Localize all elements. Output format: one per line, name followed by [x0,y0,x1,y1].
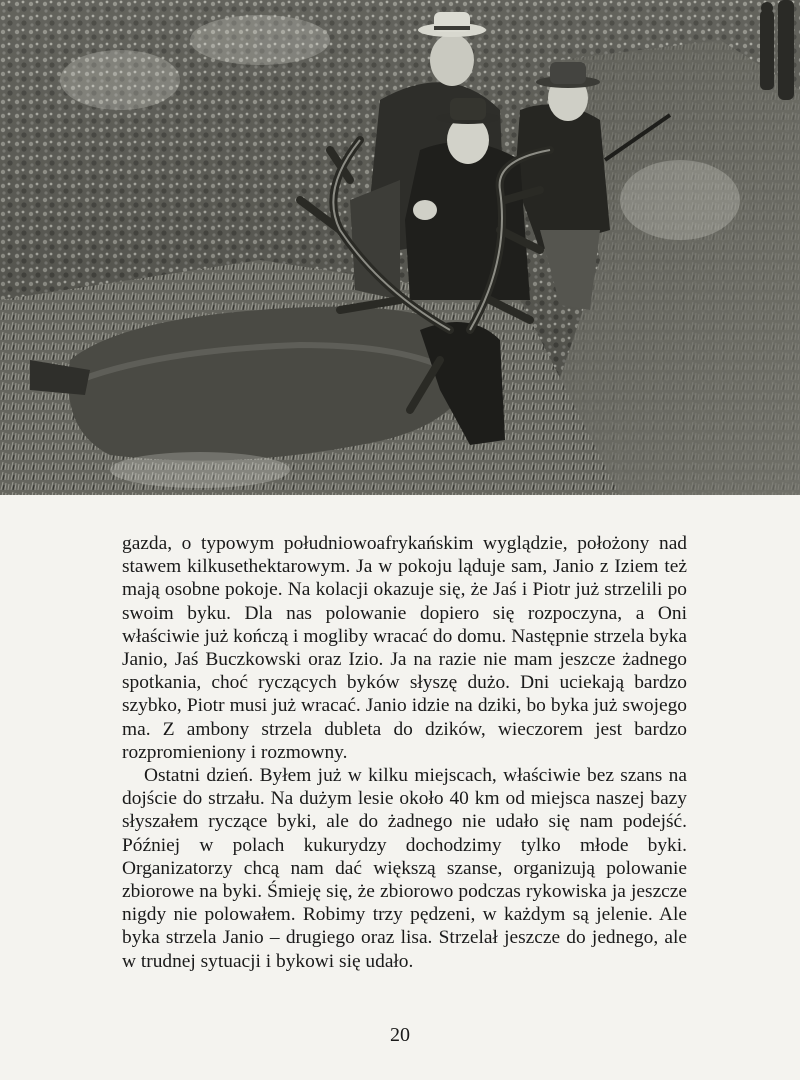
paragraph-1: gazda, o typowym południowoafrykańskim wyglądzie, położony nad stawem kilkusethektarowym. Ja w pokoju ląduje sam, Janio z Iziem też mają osobne pokoje. Na kolacji okazuje się, że Jaś i Piotr już strzelili po swoim byku. Dla nas polowanie dopiero się rozpoczyna, a Oni właściwie już kończą i mogliby wracać do domu. Następnie strzela byka Janio, Jaś Buczkowski oraz Izio. Ja na razie nie mam jeszcze żadnego spotkania, choć ryczących byków słyszę dużo. Dni uciekają bardzo szybko, Piotr musi już wracać. Janio idzie na dziki, bo byka już swojego ma. Z ambony strzela dubleta do dzików, wieczorem jest bardzo rozpromieniony i rozmowny. [122,533,687,763]
page-number: 20 [390,1024,410,1046]
hunting-photo [0,0,800,495]
hunting-photo-illustration [0,0,800,495]
paragraph-2: Ostatni dzień. Byłem już w kilku miejscach, właściwie bez szans na dojście do strzału. Na dużym lesie około 40 km od miejsca naszej bazy słyszałem ryczące byki, ale do żadnego nie udało się nam podejść. Później w polach kukurydzy dochodzimy tylko młode byki. Organizatorzy chcą nam dać większą szanse, organizują polowanie zbiorowe na byki. Śmieję się, że zbiorowo podczas rykowiska ja jeszcze nigdy nie polowałem. Robimy trzy pędzeni, w każdym są jelenie. Ale byka strzela Janio – drugiego oraz lisa. Strzelał jeszcze do jednego, ale w trudnej sytuacji i bykowi się udało. [122,765,687,972]
article-text [122,532,687,973]
